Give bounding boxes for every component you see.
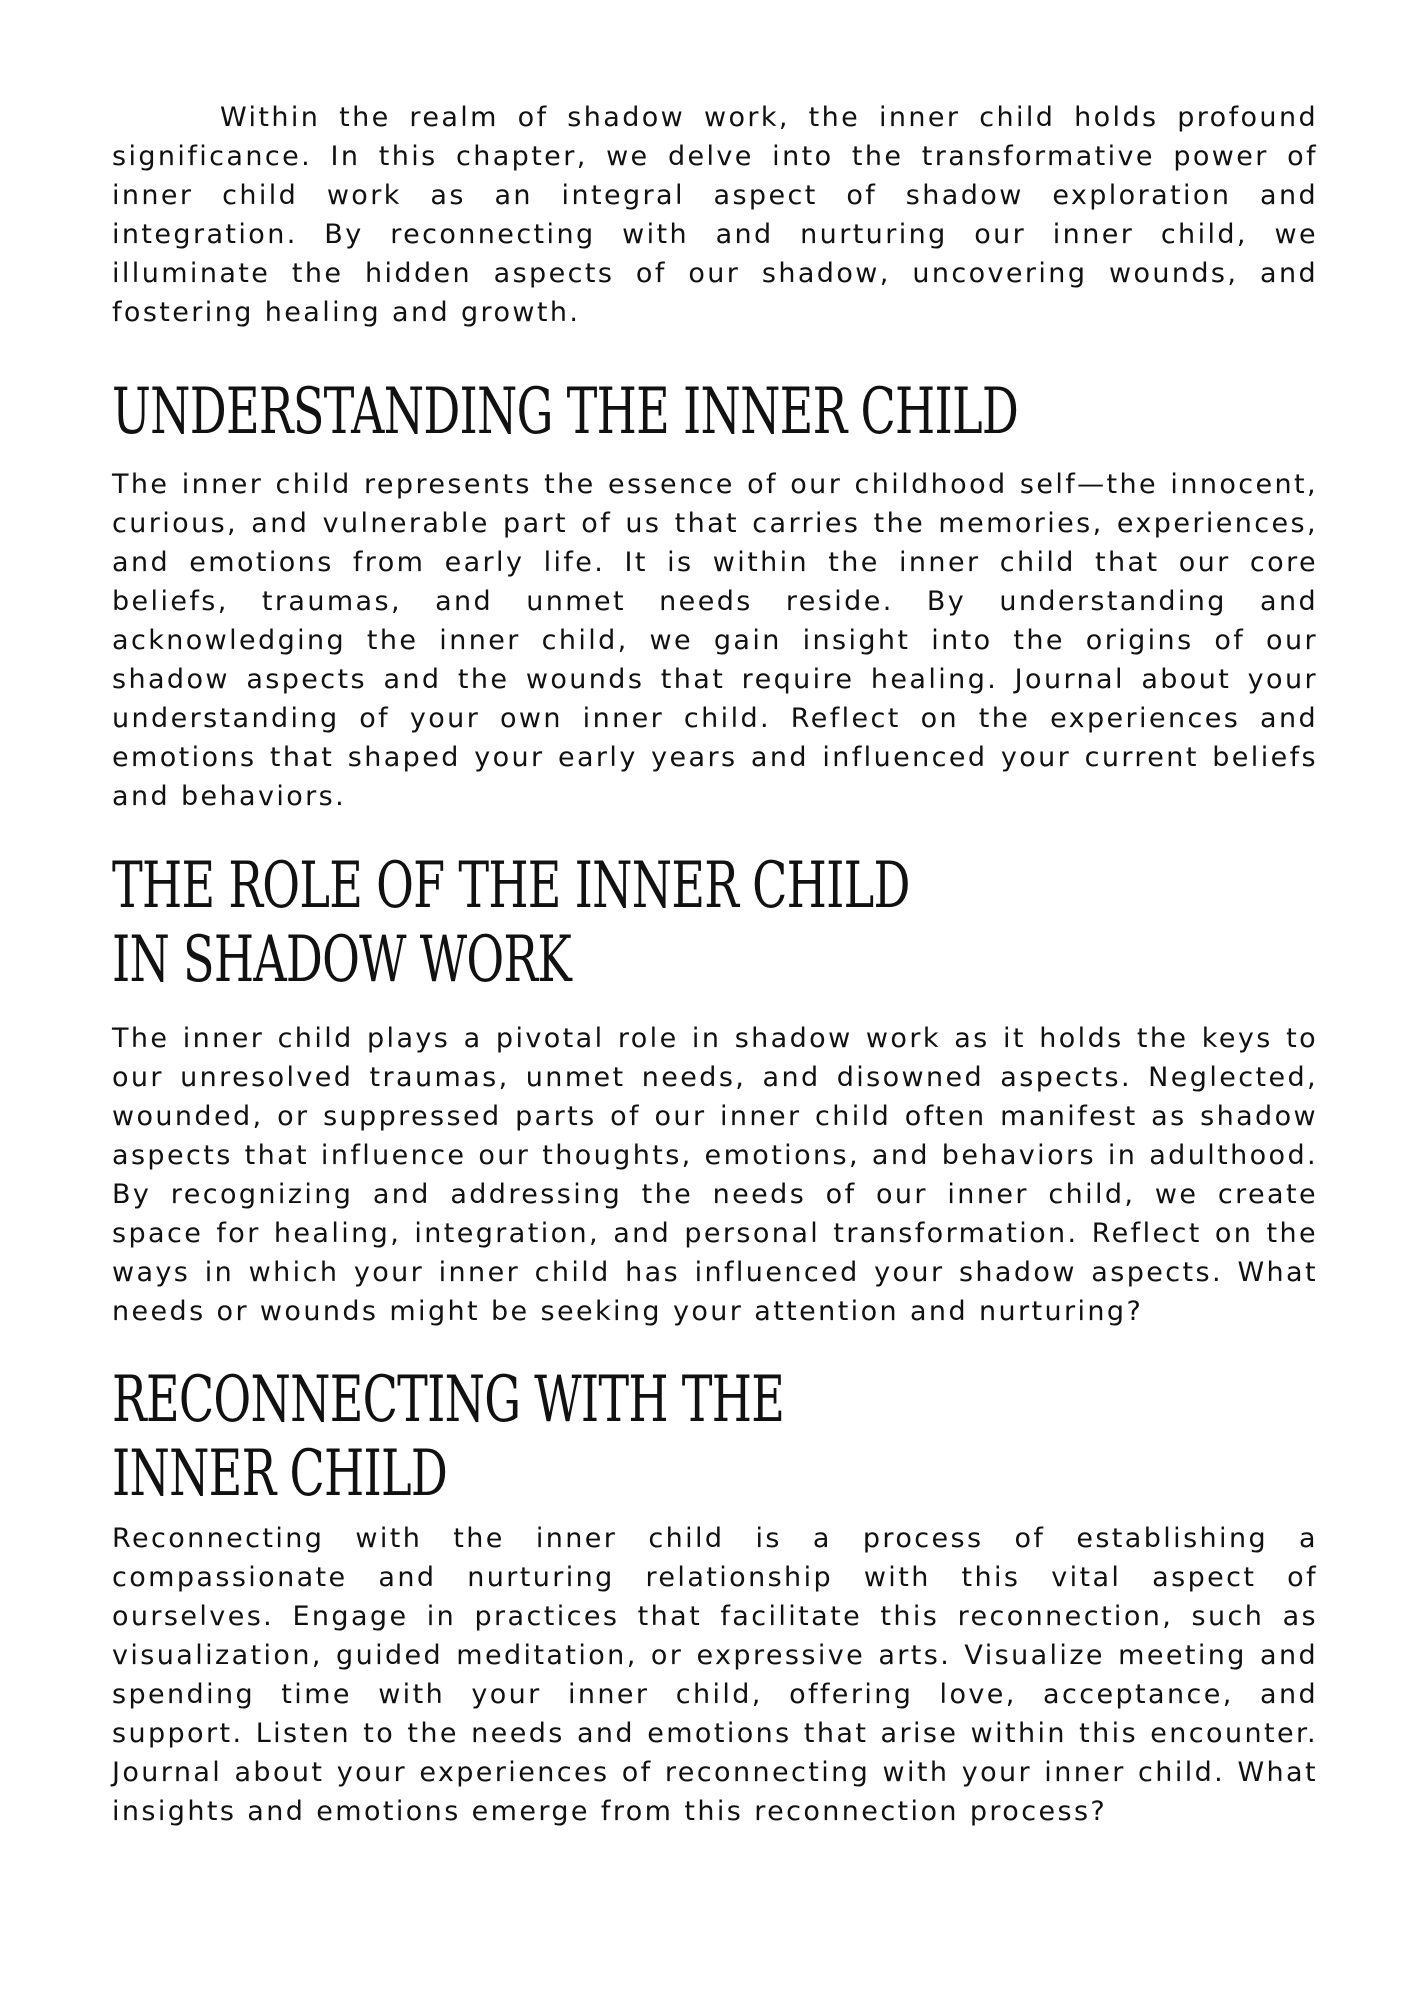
intro-paragraph: Within the realm of shadow work, the inner child holds profound significance. In this chapter, we delve into the transformative power of inner child work as an integral aspect of shadow exploration and integration. By reconnecting with and nurturing our inner child, we illuminate the hidden aspects of our shadow, uncovering wounds, and fostering healing and growth. — [112, 102, 1318, 328]
section-paragraph-understanding: The inner child represents the essence of our childhood self—the innocent, curious, and vulnerable part of us that carries the memories, experiences, and emotions from early life. It is within the inner child that our core beliefs, traumas, and unmet needs reside. By understanding and acknowledging the inner child, we gain insight into the origins of our shadow aspects and the wounds that require healing. Journal about your understanding of your own inner child. Reflect on the experiences and emotions that shaped your early years and influenced your current beliefs and behaviors. — [112, 469, 1318, 812]
document-page — [112, 98, 1318, 1831]
section-heading-role: THE ROLE OF THE INNER CHILD IN SHADOW WORK — [112, 849, 910, 997]
section-heading-understanding: UNDERSTANDING THE INNER CHILD — [112, 375, 1019, 449]
section-heading-reconnecting: RECONNECTING WITH THE INNER CHILD — [112, 1363, 785, 1511]
section-paragraph-reconnecting: Reconnecting with the inner child is a process of establishing a compassionate and nurturing relationship with this vital aspect of ourselves. Engage in practices that facilitate this reconnection, such as visualization, guided meditation, or expressive arts. Visualize meeting and spending time with your inner child, offering love, acceptance, and support. Listen to the needs and emotions that arise within this encounter. Journal about your experiences of reconnecting with your inner child. What insights and emotions emerge from this reconnection process? — [112, 1523, 1318, 1827]
section-heading-wrapper — [112, 1363, 1272, 1511]
section-heading-wrapper — [112, 375, 1272, 449]
section-paragraph-role: The inner child plays a pivotal role in shadow work as it holds the keys to our unresolved traumas, unmet needs, and disowned aspects. Neglected, wounded, or suppressed parts of our inner child often manifest as shadow aspects that influence our thoughts, emotions, and behaviors in adulthood. By recognizing and addressing the needs of our inner child, we create space for healing, integration, and personal transformation. Reflect on the ways in which your inner child has influenced your shadow aspects. What needs or wounds might be seeking your attention and nurturing? — [112, 1023, 1318, 1327]
section-heading-wrapper — [112, 849, 1272, 997]
